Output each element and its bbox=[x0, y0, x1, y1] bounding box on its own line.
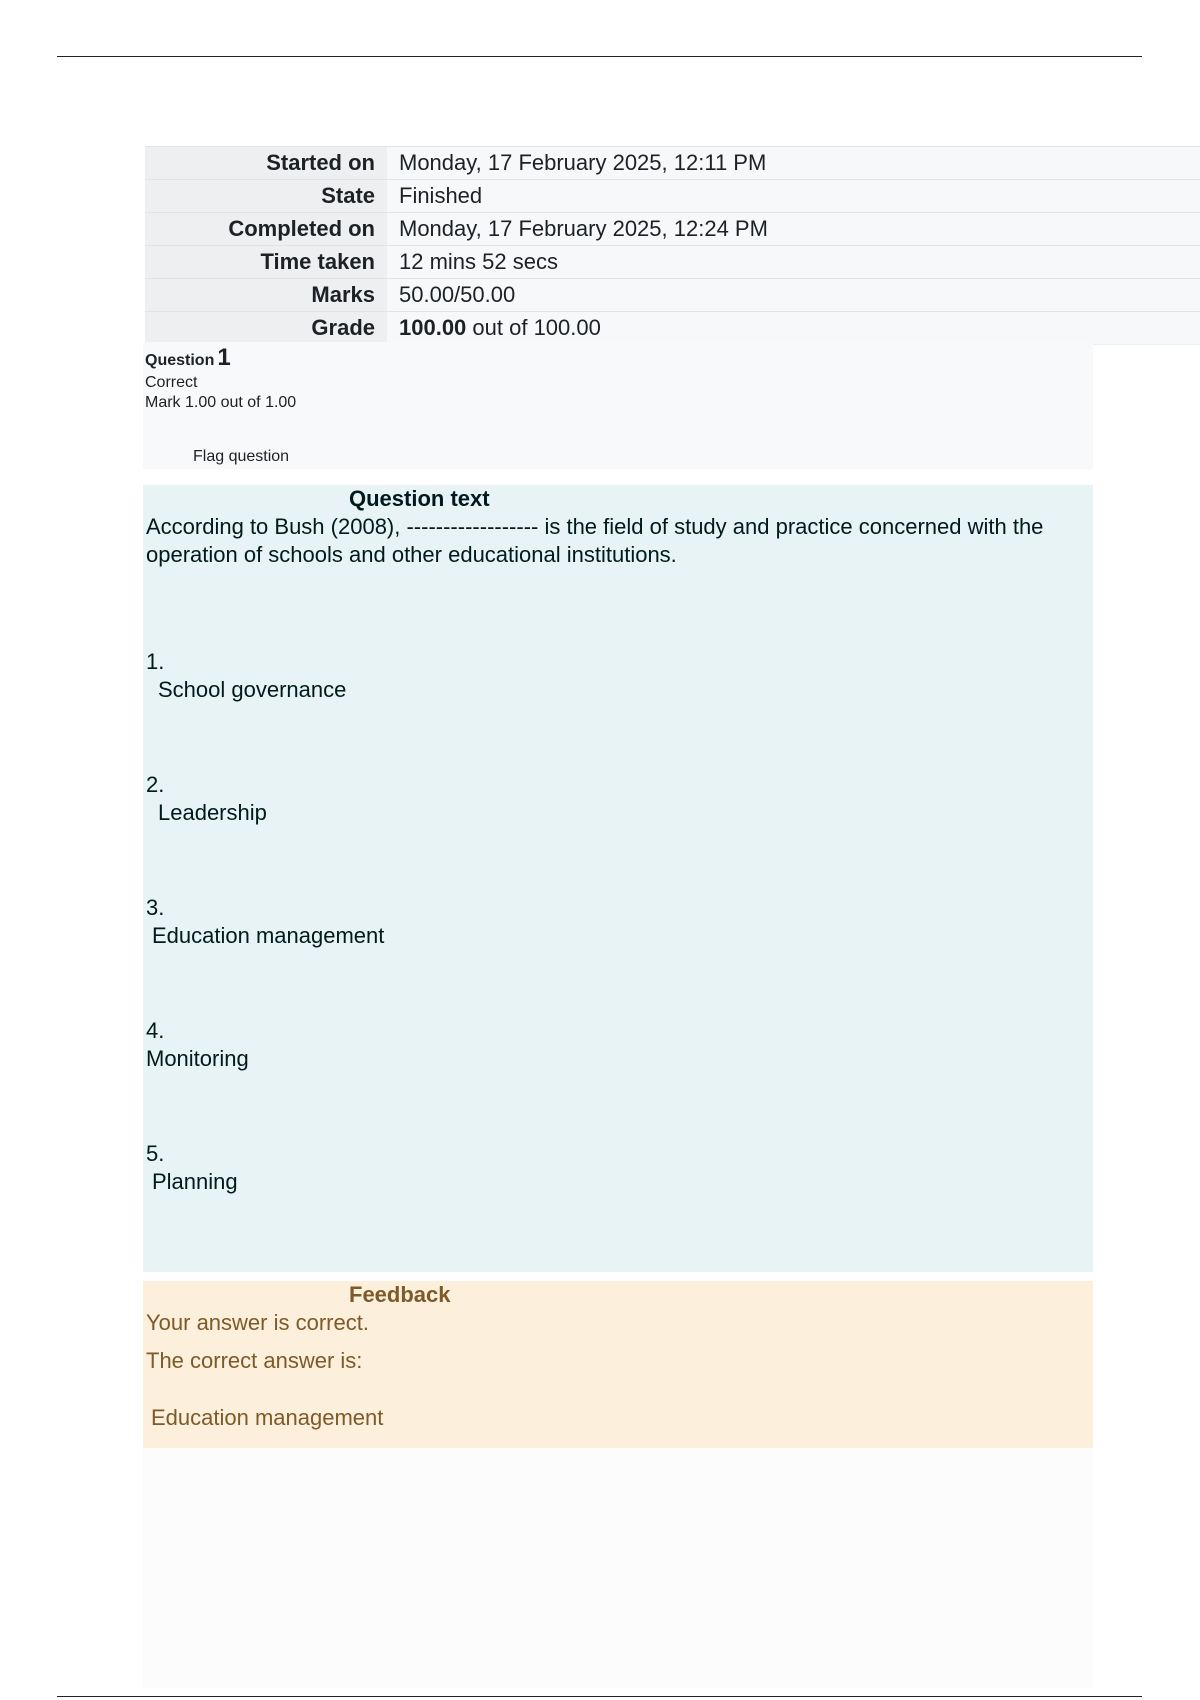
correct-answer-label: The correct answer is: bbox=[146, 1348, 363, 1373]
question-state: Correct bbox=[145, 374, 198, 391]
summary-label: Completed on bbox=[145, 213, 387, 245]
grade-out-of: out of 100.00 bbox=[466, 315, 601, 340]
feedback-panel bbox=[143, 1281, 1093, 1448]
answer-text: Planning bbox=[152, 1169, 238, 1194]
correct-answer-value: Education management bbox=[151, 1405, 384, 1430]
answer-number: 5. bbox=[146, 1141, 165, 1166]
summary-value: Monday, 17 February 2025, 12:11 PM bbox=[387, 147, 1200, 179]
question-info-panel bbox=[143, 342, 1093, 469]
summary-label: Time taken bbox=[145, 246, 387, 278]
summary-value bbox=[387, 312, 1200, 344]
grade-score: 100.00 bbox=[399, 315, 467, 340]
answer-number: 1. bbox=[146, 649, 165, 674]
answer-option[interactable] bbox=[146, 648, 346, 704]
summary-label: State bbox=[145, 180, 387, 212]
top-divider bbox=[57, 56, 1142, 57]
summary-label: Marks bbox=[145, 279, 387, 311]
summary-row-completed bbox=[145, 212, 1200, 245]
summary-label: Started on bbox=[145, 147, 387, 179]
summary-value: 50.00/50.00 bbox=[387, 279, 1200, 311]
summary-value: Finished bbox=[387, 180, 1200, 212]
question-number bbox=[145, 344, 231, 372]
question-grade: Mark 1.00 out of 1.00 bbox=[145, 394, 297, 411]
summary-row-time-taken bbox=[145, 245, 1200, 278]
answer-text: School governance bbox=[158, 677, 347, 702]
feedback-result: Your answer is correct. bbox=[146, 1310, 369, 1335]
answer-text: Monitoring bbox=[146, 1046, 249, 1071]
question-text: According to Bush (2008), ------------------ is the field of study and practice concerned with the operation of schools and other educational institutions. bbox=[146, 514, 1044, 567]
summary-label: Grade bbox=[145, 312, 387, 344]
feedback-heading: Feedback bbox=[349, 1282, 451, 1307]
summary-row-state bbox=[145, 179, 1200, 212]
answer-text: Education management bbox=[152, 923, 385, 948]
bottom-divider bbox=[57, 1696, 1142, 1697]
question-text-heading: Question text bbox=[349, 486, 490, 511]
page-footer-area bbox=[143, 1448, 1093, 1688]
answer-option[interactable] bbox=[146, 894, 384, 950]
summary-row-grade bbox=[145, 311, 1200, 345]
question-label: Question bbox=[145, 352, 215, 369]
summary-value: 12 mins 52 secs bbox=[387, 246, 1200, 278]
summary-row-marks bbox=[145, 278, 1200, 311]
answer-number: 3. bbox=[146, 895, 165, 920]
answer-number: 2. bbox=[146, 772, 165, 797]
answer-number: 4. bbox=[146, 1018, 165, 1043]
answer-text: Leadership bbox=[158, 800, 267, 825]
flag-question-link[interactable]: Flag question bbox=[193, 448, 290, 465]
quiz-summary-table bbox=[145, 146, 1200, 345]
summary-row-started bbox=[145, 146, 1200, 179]
question-content bbox=[143, 485, 1093, 1272]
question-number-value: 1 bbox=[217, 344, 231, 371]
summary-value: Monday, 17 February 2025, 12:24 PM bbox=[387, 213, 1200, 245]
answer-option[interactable] bbox=[146, 771, 267, 827]
answer-option[interactable] bbox=[146, 1017, 249, 1073]
answer-option[interactable] bbox=[146, 1140, 238, 1196]
